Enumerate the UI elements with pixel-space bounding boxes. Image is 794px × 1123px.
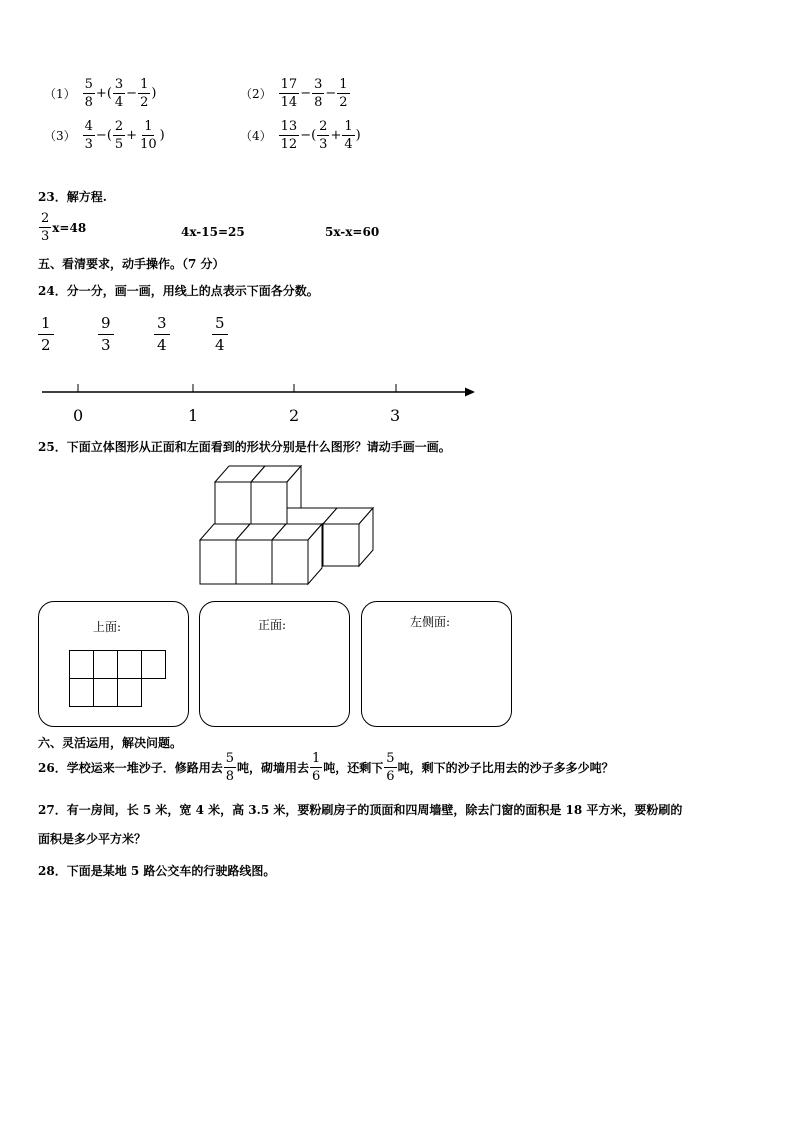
operator: − xyxy=(126,86,138,101)
fraction: $\frac{1}{4}$ xyxy=(344,119,353,152)
operator: ) xyxy=(159,128,165,143)
expression-label: （1） xyxy=(44,87,76,101)
grid-cell xyxy=(118,679,142,707)
fraction: $\frac{2}{3}$ xyxy=(319,119,328,152)
fraction: $\frac{9}{3}$ xyxy=(98,316,114,353)
fraction: $\frac{5}{4}$ xyxy=(212,316,228,353)
operator: + xyxy=(126,128,138,143)
fraction: $\frac{4}{3}$ xyxy=(84,119,93,152)
fraction: $\frac{17}{14}$ xyxy=(280,77,298,110)
cube xyxy=(272,524,322,584)
operator: −( xyxy=(300,128,317,143)
grid-cell xyxy=(94,679,118,707)
fraction: $\frac{1}{2}$ xyxy=(38,316,54,353)
question-text: 吨，剩下的沙子比用去的沙子多多少吨？ xyxy=(397,761,614,775)
fraction: $\frac{3}{8}$ xyxy=(314,77,323,110)
operator: ) xyxy=(151,86,157,101)
tick-label: 0 xyxy=(73,406,84,425)
equation-3: 5x-x=60 xyxy=(325,225,380,239)
expression-1 xyxy=(44,78,156,109)
grid-cell xyxy=(142,651,166,679)
fraction: $\frac{5}{8}$ xyxy=(84,77,93,110)
operator: ) xyxy=(355,128,361,143)
question-25-title: 25．下面立体图形从正面和左面看到的形状分别是什么图形？请动手画一画。 xyxy=(38,440,451,454)
grid-cell xyxy=(118,651,142,679)
fraction: $\frac{3}{4}$ xyxy=(114,77,124,110)
top-view-grid xyxy=(69,650,169,710)
expression-label: （3） xyxy=(44,129,76,143)
question-text: 26．学校运来一堆沙子．修路用去 xyxy=(38,761,223,775)
operator: −( xyxy=(95,128,112,143)
fraction: $\frac{1}{6}$ xyxy=(312,751,321,784)
fraction: $\frac{2}{5}$ xyxy=(114,119,124,152)
equation-2: 4x-15=25 xyxy=(181,225,245,239)
cube-figure xyxy=(195,460,385,590)
fraction-list xyxy=(38,316,238,356)
question-27-line-1: 27．有一房间，长 5 米，宽 4 米，高 3.5 米，要粉刷房子的顶面和四周墙壁，除去门窗的面积是 18 平方米，要粉刷的 xyxy=(38,803,683,817)
question-text: 吨，还剩下 xyxy=(323,761,384,775)
operator: + xyxy=(330,128,342,143)
grid-cell xyxy=(94,651,118,679)
expression-label: （2） xyxy=(240,87,272,101)
fraction: $\frac{5}{6}$ xyxy=(386,751,395,784)
question-23-title: 23．解方程. xyxy=(38,190,107,204)
operator: − xyxy=(300,86,312,101)
fraction: $\frac{2}{3}$ xyxy=(41,211,50,244)
expression-label: （4） xyxy=(240,129,272,143)
grid-cell xyxy=(70,679,94,707)
operator: − xyxy=(325,86,337,101)
expression-4 xyxy=(240,120,361,151)
expression-2 xyxy=(240,78,351,109)
section-5-heading: 五、看清要求，动手操作。（7 分） xyxy=(38,257,225,271)
top-view-panel xyxy=(38,601,189,727)
question-24-title: 24．分一分，画一画，用线上的点表示下面各分数。 xyxy=(38,284,319,298)
equation-1 xyxy=(38,212,86,243)
tick-label: 2 xyxy=(289,406,300,425)
question-27-line-2: 面积是多少平方米？ xyxy=(38,832,147,846)
tick-label: 3 xyxy=(390,406,401,425)
fraction: $\frac{5}{8}$ xyxy=(225,751,234,784)
panel-title: 上面: xyxy=(93,620,122,634)
grid-cell xyxy=(70,651,94,679)
panel-title: 正面: xyxy=(258,618,287,632)
fraction: $\frac{1}{2}$ xyxy=(140,77,149,110)
question-28: 28．下面是某地 5 路公交车的行驶路线图。 xyxy=(38,864,276,878)
fraction: $\frac{1}{2}$ xyxy=(339,77,348,110)
operator: +( xyxy=(95,86,112,101)
equation-text: x=48 xyxy=(52,220,87,235)
fraction: $\frac{1}{10}$ xyxy=(140,119,157,152)
front-view-panel[interactable] xyxy=(199,601,350,727)
cube xyxy=(287,508,373,524)
expression-3 xyxy=(44,120,165,151)
fraction: $\frac{13}{12}$ xyxy=(280,119,298,152)
arrow-head-icon xyxy=(465,388,475,397)
section-6-heading: 六、灵活运用，解决问题。 xyxy=(38,736,183,750)
left-view-panel[interactable] xyxy=(361,601,512,727)
panel-title: 左侧面: xyxy=(410,615,451,629)
fraction: $\frac{3}{4}$ xyxy=(154,316,170,353)
question-26 xyxy=(38,752,614,783)
number-line xyxy=(0,375,500,405)
tick-label: 1 xyxy=(188,406,199,425)
question-text: 吨，砌墙用去 xyxy=(236,761,309,775)
